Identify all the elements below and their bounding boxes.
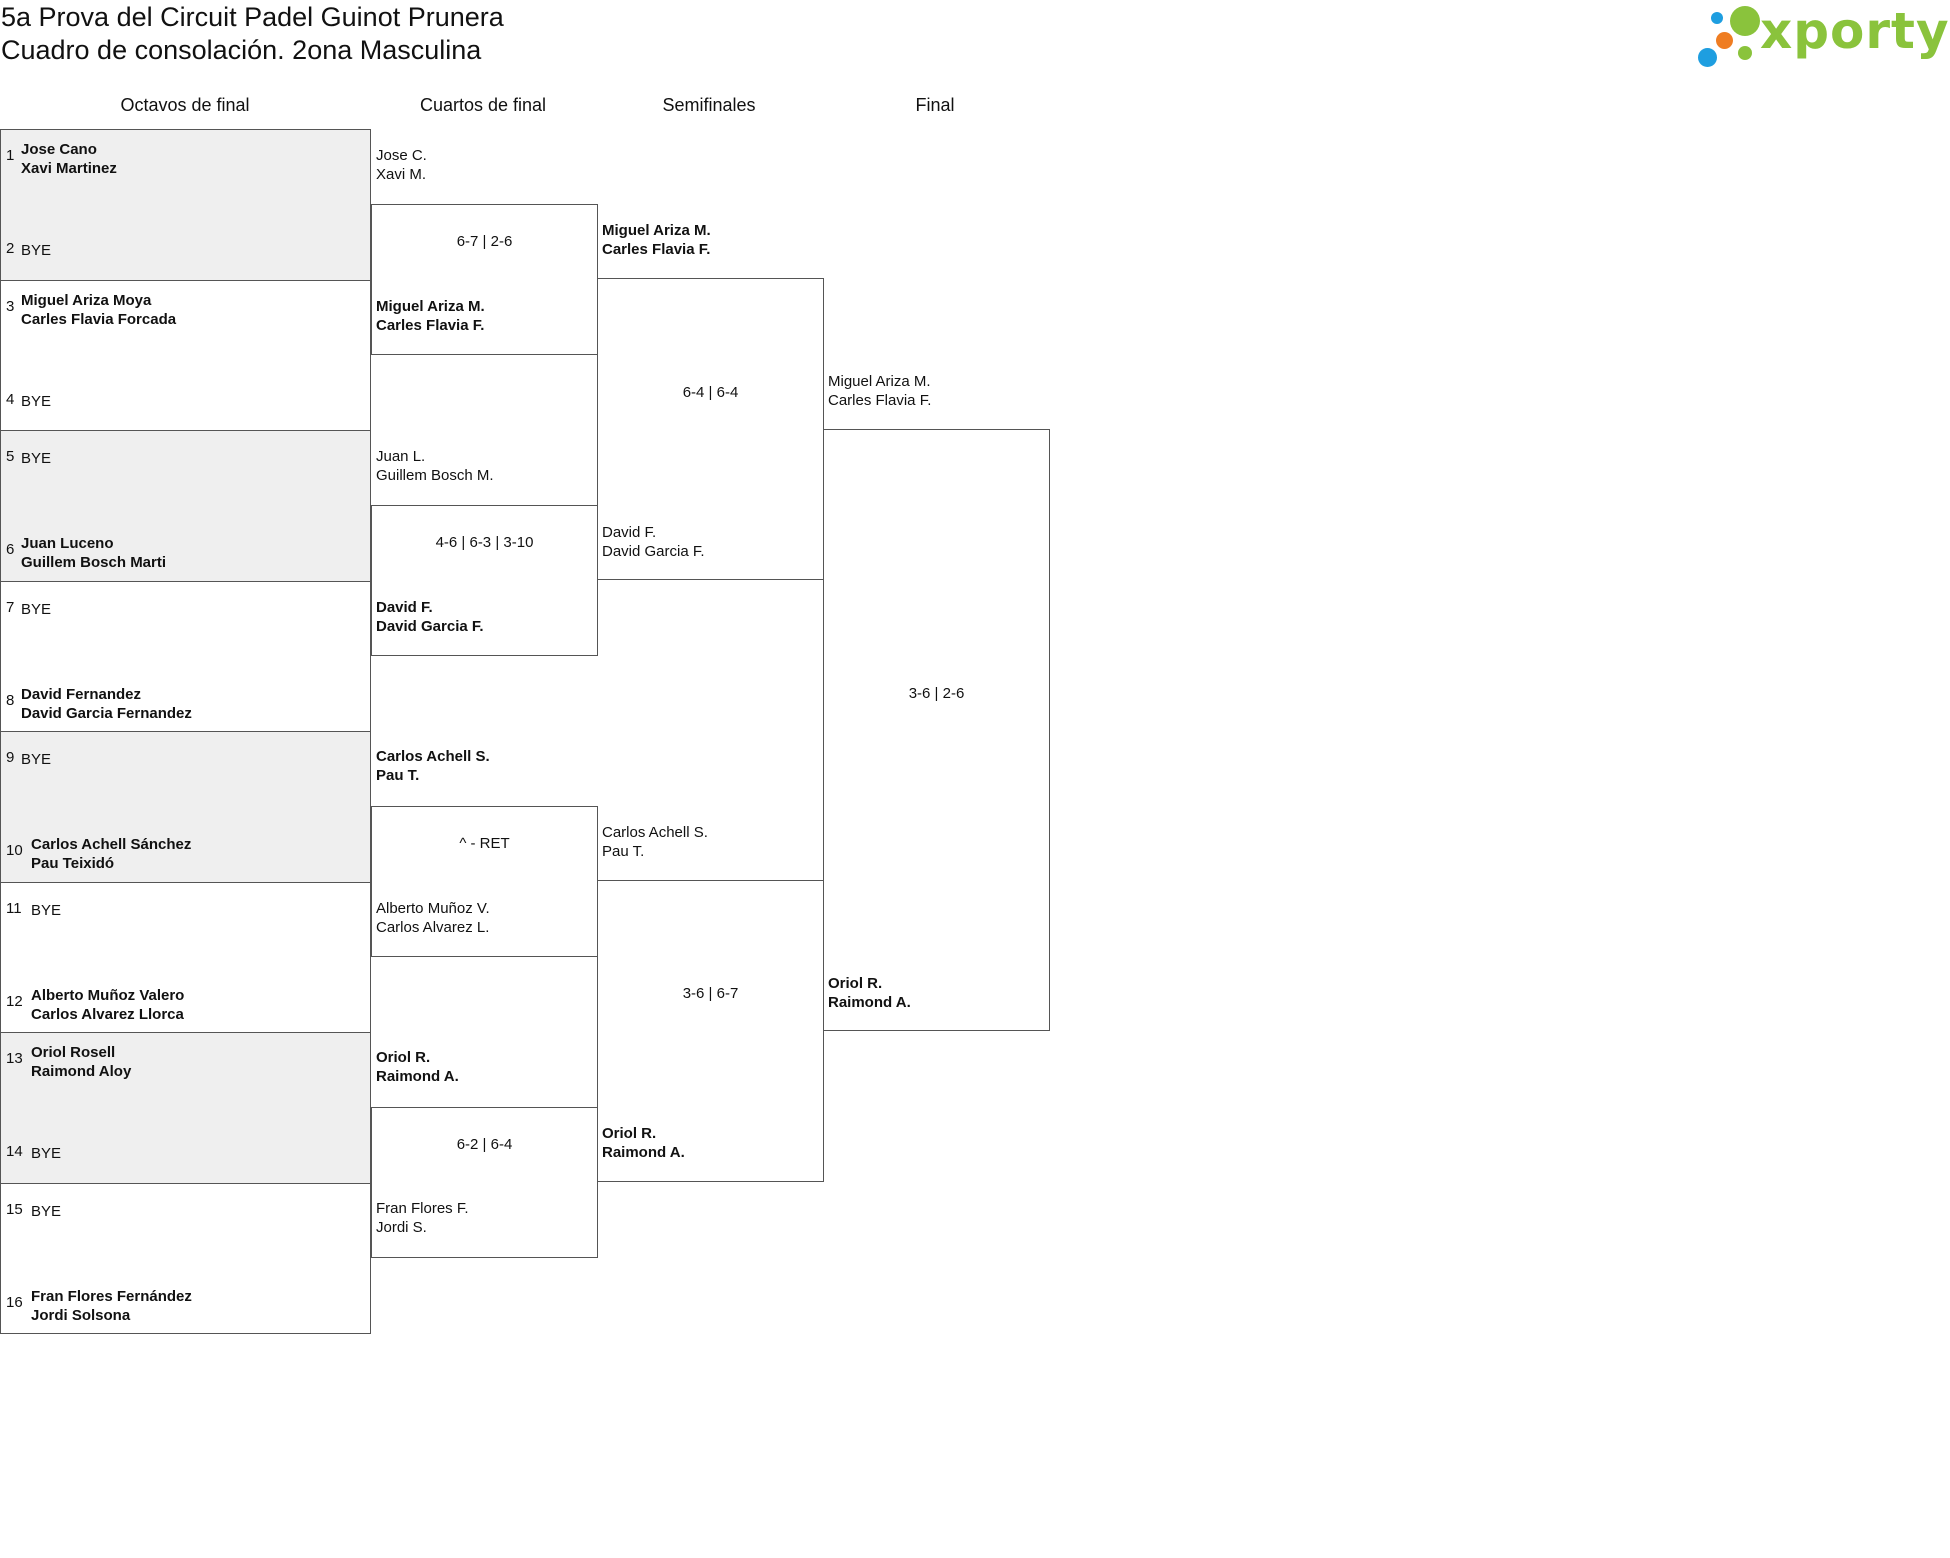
round-header-semifinales: Semifinales [662, 95, 756, 115]
seed-number: 7 [6, 599, 15, 616]
logo-wordmark: xporty [1760, 2, 1950, 60]
semis-team-bottom[interactable] [602, 1124, 685, 1162]
seed-number: 12 [6, 993, 23, 1010]
player-name[interactable]: David Garcia F. [376, 618, 484, 635]
logo-dot-blue-small [1711, 12, 1723, 24]
round-header-cuartos: Cuartos de final [419, 95, 547, 115]
bye-label: BYE [21, 450, 52, 467]
player-name[interactable]: Carles Flavia F. [376, 317, 485, 334]
octavos-match[interactable] [0, 129, 371, 281]
player-name[interactable]: Jose C. [376, 147, 427, 164]
cuartos-team-top[interactable] [376, 146, 427, 184]
player-name[interactable]: Carles Flavia F. [602, 241, 711, 258]
player-pair[interactable] [31, 1287, 192, 1325]
seed-number: 10 [6, 842, 23, 859]
seed-number: 13 [6, 1050, 23, 1067]
final-team-top[interactable] [828, 372, 931, 410]
cuartos-score: 4-6 | 6-3 | 3-10 [435, 534, 534, 551]
player-pair[interactable] [21, 534, 166, 572]
player-name[interactable]: Carlos Achell Sánchez [31, 836, 192, 853]
seed-number: 14 [6, 1143, 23, 1160]
seed-number: 5 [6, 448, 15, 465]
player-name[interactable]: David F. [376, 599, 433, 616]
tournament-title: 5a Prova del Circuit Padel Guinot Prunera [1, 2, 504, 32]
player-name[interactable]: Alberto Muñoz Valero [31, 987, 185, 1004]
bye-label: BYE [21, 393, 52, 410]
player-name[interactable]: Oriol R. [602, 1125, 657, 1142]
player-pair[interactable] [31, 1043, 131, 1081]
player-name[interactable]: Raimond A. [828, 994, 911, 1011]
player-name[interactable]: Fran Flores Fernández [31, 1288, 192, 1305]
seed-number: 4 [6, 391, 15, 408]
player-name[interactable]: Jordi Solsona [31, 1307, 131, 1324]
player-name[interactable]: Carlos Achell S. [376, 748, 490, 765]
logo-dot-blue [1698, 48, 1717, 67]
logo-dot-green [1730, 6, 1760, 36]
player-name[interactable]: Oriol R. [828, 975, 883, 992]
octavos-match[interactable] [0, 882, 371, 1033]
round-header-final: Final [915, 95, 955, 115]
cuartos-team-bottom[interactable] [376, 598, 484, 636]
cuartos-score: ^ - RET [459, 835, 510, 852]
player-name[interactable]: Jose Cano [21, 141, 97, 158]
bye-label: BYE [31, 1145, 62, 1162]
player-name[interactable]: David Fernandez [21, 686, 142, 703]
draw-subtitle: Cuadro de consolación. 2ona Masculina [1, 35, 482, 65]
player-name[interactable]: Raimond A. [376, 1068, 459, 1085]
octavos-match[interactable] [0, 731, 371, 883]
seed-number: 15 [6, 1201, 23, 1218]
semis-score: 6-4 | 6-4 [682, 384, 739, 401]
seed-number: 11 [6, 900, 22, 917]
player-pair[interactable] [31, 986, 184, 1024]
bye-label: BYE [21, 242, 52, 259]
player-name[interactable]: Miguel Ariza Moya [21, 292, 152, 309]
player-name[interactable]: Fran Flores F. [376, 1200, 469, 1217]
octavos-match[interactable] [0, 280, 371, 431]
player-name[interactable]: Miguel Ariza M. [602, 222, 711, 239]
player-name[interactable]: Guillem Bosch Marti [21, 554, 167, 571]
player-name[interactable]: Carlos Alvarez L. [376, 919, 490, 936]
seed-number: 16 [6, 1294, 23, 1311]
player-pair[interactable] [21, 291, 176, 329]
player-name[interactable]: Raimond A. [602, 1144, 685, 1161]
seed-number: 8 [6, 692, 15, 709]
player-name[interactable]: David Garcia F. [602, 543, 705, 560]
seed-number: 9 [6, 749, 15, 766]
player-name[interactable]: Miguel Ariza M. [828, 373, 931, 390]
seed-number: 2 [6, 240, 15, 257]
player-name[interactable]: Oriol Rosell [31, 1044, 116, 1061]
cuartos-score: 6-7 | 2-6 [456, 233, 513, 250]
logo-dot-green-small [1738, 46, 1752, 60]
semis-team-top[interactable] [602, 221, 711, 259]
player-name[interactable]: Pau T. [376, 767, 420, 784]
semis-team-top[interactable] [602, 823, 708, 861]
player-name[interactable]: Oriol R. [376, 1049, 431, 1066]
seed-number: 6 [6, 541, 15, 558]
player-name[interactable]: Carlos Achell S. [602, 824, 708, 841]
bye-label: BYE [21, 751, 52, 768]
player-name[interactable]: Pau T. [602, 843, 645, 860]
octavos-match[interactable] [0, 430, 371, 582]
player-name[interactable]: Miguel Ariza M. [376, 298, 485, 315]
player-name[interactable]: Guillem Bosch M. [376, 467, 494, 484]
bye-label: BYE [31, 1203, 62, 1220]
player-pair[interactable] [31, 835, 191, 873]
player-name[interactable]: Carles Flavia F. [828, 392, 932, 409]
cuartos-team-bottom[interactable] [376, 297, 485, 335]
player-name[interactable]: Alberto Muñoz V. [376, 900, 490, 917]
cuartos-team-top[interactable] [376, 1048, 459, 1086]
round-header-octavos: Octavos de final [120, 95, 250, 115]
xporty-logo[interactable] [1698, 2, 1950, 68]
player-name[interactable]: Xavi M. [376, 166, 427, 183]
player-name[interactable]: David Garcia Fernandez [21, 705, 192, 722]
player-name[interactable]: David F. [602, 524, 657, 541]
cuartos-team-top[interactable] [376, 747, 490, 785]
player-name[interactable]: Jordi S. [376, 1219, 427, 1236]
player-name[interactable]: Xavi Martinez [21, 160, 117, 177]
player-pair[interactable] [21, 685, 192, 723]
final-score: 3-6 | 2-6 [908, 685, 965, 702]
final-connector [823, 429, 1050, 1031]
player-name[interactable]: Carles Flavia Forcada [21, 311, 177, 328]
player-name[interactable]: Pau Teixidó [31, 855, 115, 872]
seed-number: 1 [6, 147, 15, 164]
cuartos-team-bottom[interactable] [376, 899, 490, 937]
bye-label: BYE [21, 601, 52, 618]
cuartos-team-top[interactable] [376, 447, 494, 485]
octavos-match[interactable] [0, 1183, 371, 1334]
octavos-match[interactable] [0, 581, 371, 732]
semis-team-bottom[interactable] [602, 523, 705, 561]
player-name[interactable]: Juan L. [376, 448, 426, 465]
seed-number: 3 [6, 298, 15, 315]
player-name[interactable]: Juan Luceno [21, 535, 114, 552]
player-pair[interactable] [21, 140, 117, 178]
final-team-bottom[interactable] [828, 974, 911, 1012]
bye-label: BYE [31, 902, 62, 919]
semis-score: 3-6 | 6-7 [682, 985, 739, 1002]
octavos-match[interactable] [0, 1032, 371, 1184]
player-name[interactable]: Raimond Aloy [31, 1063, 132, 1080]
logo-dot-orange [1716, 32, 1733, 49]
cuartos-score: 6-2 | 6-4 [456, 1136, 513, 1153]
player-name[interactable]: Carlos Alvarez Llorca [31, 1006, 184, 1023]
cuartos-team-bottom[interactable] [376, 1199, 469, 1237]
